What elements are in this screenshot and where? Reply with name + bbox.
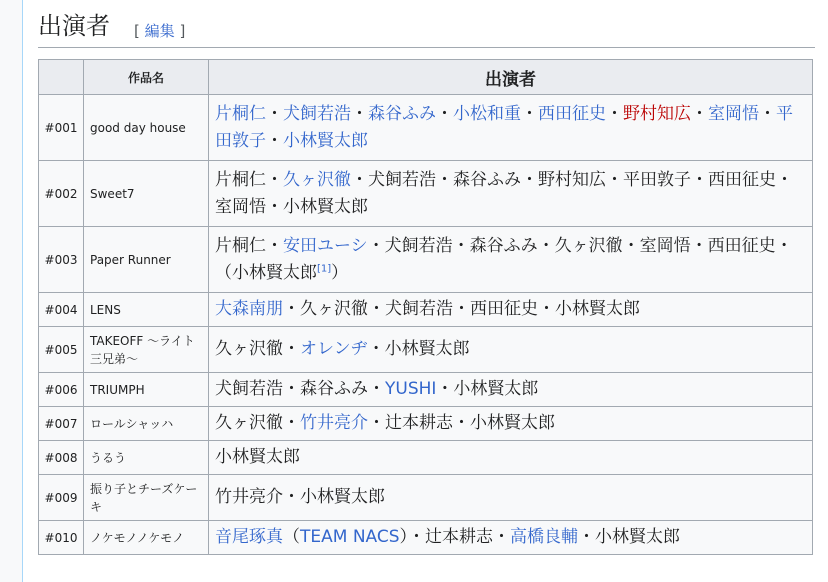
work-title: Paper Runner (84, 227, 209, 293)
row-number: #003 (39, 227, 84, 293)
work-title: Sweet7 (84, 161, 209, 227)
work-title: 振り子とチーズケーキ (84, 475, 209, 521)
work-title: ロールシャッハ (84, 407, 209, 441)
cast-text: ） (331, 262, 349, 283)
cast-member-link[interactable]: TEAM NACS (300, 527, 400, 547)
cast-list (209, 407, 813, 441)
cast-text: ・ (606, 103, 623, 124)
cast-list (209, 293, 813, 327)
table-header-row (39, 60, 813, 95)
cast-member-link[interactable]: 森谷ふみ (368, 103, 436, 124)
left-margin-bar (0, 0, 23, 582)
table-row (39, 373, 813, 407)
edit-bracket-close: ] (179, 22, 186, 40)
cast-member-link[interactable]: 室岡悟 (708, 103, 759, 124)
cast-text: ・ (521, 103, 538, 124)
table-row (39, 293, 813, 327)
cast-text: ・小林賢太郎 (367, 339, 470, 359)
cast-member-link[interactable]: 竹井亮介 (300, 413, 368, 433)
row-number: #008 (39, 441, 84, 475)
cast-text: ・ (759, 103, 776, 124)
cast-member-link[interactable]: YUSHI (385, 379, 437, 399)
cast-text: ・犬飼若浩・森谷ふみ・久ヶ沢徹・室岡悟・西田征史・（小林賢太郎 (215, 235, 793, 283)
cast-list (209, 95, 813, 161)
cast-text: ・ (266, 103, 283, 124)
work-title: ノケモノノケモノ (84, 521, 209, 555)
cast-list (209, 373, 813, 407)
work-title: good day house (84, 95, 209, 161)
cast-text: 犬飼若浩・森谷ふみ・ (215, 379, 385, 399)
edit-bracket-open: [ (134, 22, 140, 40)
cast-text: ・ (266, 130, 283, 151)
cast-text: ・小林賢太郎 (578, 527, 681, 547)
section-title: 出演者 (38, 12, 110, 40)
row-number: #004 (39, 293, 84, 327)
cast-member-link[interactable]: 犬飼若浩 (283, 103, 351, 124)
table-row (39, 521, 813, 555)
cast-text: ・犬飼若浩・森谷ふみ・野村知広・平田敦子・西田征史・室岡悟・小林賢太郎 (215, 169, 793, 217)
cast-member-link[interactable]: 片桐仁 (215, 103, 266, 124)
row-number: #010 (39, 521, 84, 555)
row-number: #009 (39, 475, 84, 521)
row-number: #002 (39, 161, 84, 227)
work-title: LENS (84, 293, 209, 327)
table-row (39, 327, 813, 373)
cast-member-link[interactable]: オレンヂ (300, 339, 368, 359)
cast-text: 久ヶ沢徹・ (215, 339, 300, 359)
work-title: うるう (84, 441, 209, 475)
header-cast: 出演者 (209, 60, 813, 95)
cast-member-link[interactable]: 安田ユーシ (283, 235, 368, 256)
cast-member-link[interactable]: 高橋良輔 (510, 527, 579, 547)
row-number: #007 (39, 407, 84, 441)
cast-text: 竹井亮介・小林賢太郎 (215, 487, 385, 507)
cast-member-link[interactable]: 大森南朋 (215, 299, 283, 319)
cast-text: ・ (351, 103, 368, 124)
table-row (39, 441, 813, 475)
content-area (38, 0, 818, 547)
table-row (39, 227, 813, 293)
cast-text: ・小林賢太郎 (436, 379, 539, 399)
section-heading (38, 0, 815, 48)
cast-member-link[interactable]: 平田敦子 (215, 103, 793, 151)
cast-text: 小林賢太郎 (215, 447, 300, 467)
cast-text: ・久ヶ沢徹・犬飼若浩・西田征史・小林賢太郎 (283, 299, 640, 319)
cast-member-link[interactable]: 西田征史 (538, 103, 606, 124)
cast-text: ・ (691, 103, 708, 124)
header-no (39, 60, 84, 95)
edit-section-link[interactable]: 編集 (144, 22, 175, 40)
cast-table (38, 59, 813, 555)
edit-section (134, 20, 185, 41)
cast-list (209, 327, 813, 373)
cast-member-link[interactable]: 小松和重 (453, 103, 521, 124)
cast-text: （ (283, 527, 300, 547)
cast-member-link[interactable]: 久ヶ沢徹 (283, 169, 351, 190)
cast-list (209, 521, 813, 555)
cast-list (209, 161, 813, 227)
cast-list (209, 441, 813, 475)
cast-list (209, 227, 813, 293)
cast-member-link[interactable]: 小林賢太郎 (283, 130, 368, 151)
header-title: 作品名 (84, 60, 209, 95)
cast-text: ）・辻本耕志・ (399, 527, 511, 547)
row-number: #006 (39, 373, 84, 407)
table-row (39, 475, 813, 521)
cast-list (209, 475, 813, 521)
reference-link[interactable]: [1] (317, 262, 332, 274)
table-row (39, 161, 813, 227)
cast-text: ・ (436, 103, 453, 124)
table-row (39, 95, 813, 161)
cast-text: 片桐仁・ (215, 169, 283, 190)
work-title: TRIUMPH (84, 373, 209, 407)
cast-text: ・辻本耕志・小林賢太郎 (368, 413, 555, 433)
row-number: #005 (39, 327, 84, 373)
cast-member-redlink[interactable]: 野村知広 (623, 103, 691, 124)
cast-member-link[interactable]: 音尾琢真 (215, 527, 283, 547)
work-title: TAKEOFF ～ライト三兄弟～ (84, 327, 209, 373)
cast-text: 久ヶ沢徹・ (215, 413, 300, 433)
cast-text: 片桐仁・ (215, 235, 283, 256)
row-number: #001 (39, 95, 84, 161)
table-row (39, 407, 813, 441)
table-body (39, 95, 813, 555)
